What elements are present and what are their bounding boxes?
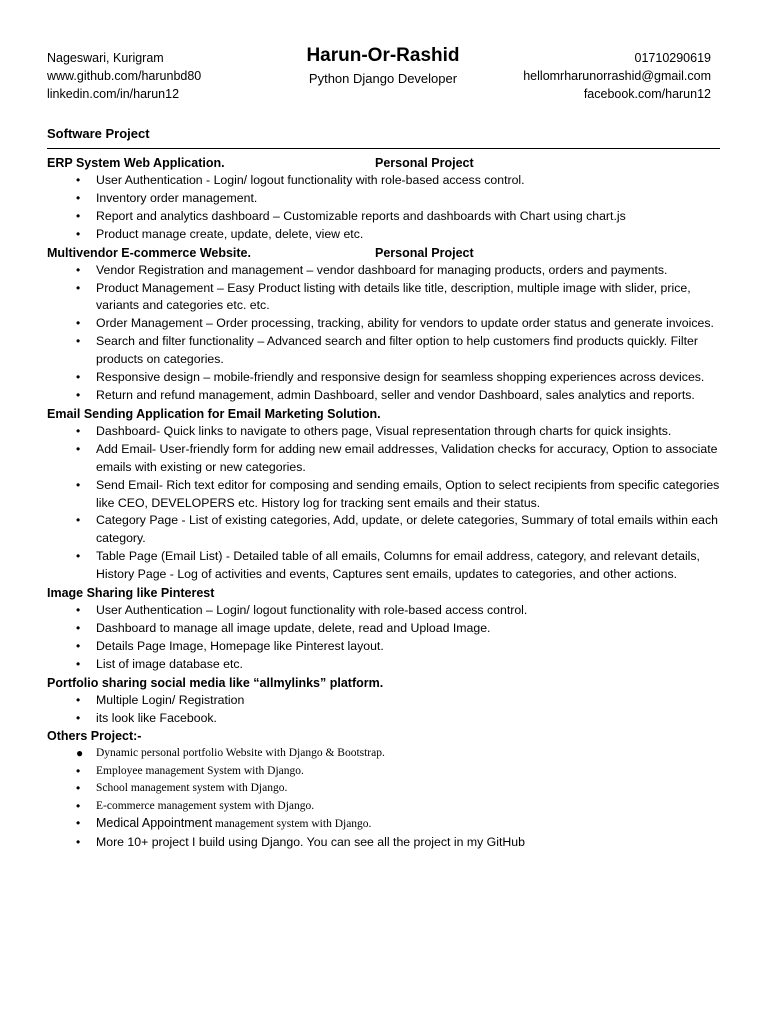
list-item: • Product Management – Easy Product listing with details like title, description, multiple image with slider, price, variants and categories etc. etc. [76,280,691,313]
project-heading [47,405,727,423]
bullet-icon: • [76,173,81,187]
list-item: • Report and analytics dashboard – Customizable reports and dashboards with Chart using chart.js [47,208,727,226]
list-item: • Dashboard- Quick links to navigate to others page, Visual representation through charts for quick insights. [47,423,727,441]
list-item: • Table Page (Email List) - Detailed table of all emails, Columns for email address, category, and relevant details, History Page - Log of activities and events, Captures sent emails, updates to categories, and other actions. [76,549,700,582]
project-item-list [47,172,727,244]
project-tag: Personal Project [375,156,474,170]
list-item: • Add Email- User-friendly form for adding new email addresses, Validation checks for accuracy, Option to associate emails with existing or new categories. [76,441,718,474]
list-item: • Send Email- Rich text editor for composing and sending emails, Option to select recipients from specific categories like CEO, DEVELOPERS etc. History log for tracking sent emails and their status. [76,477,720,510]
bullet-icon: • [76,316,81,331]
project-item-list [47,692,727,728]
list-item: • School management system with Django. [47,780,727,797]
bullet-icon: • [76,781,81,796]
header-identity [283,44,483,89]
list-item: • List of image database etc. [47,656,727,674]
list-item: • Search and filter functionality – Advanced search and filter option to help customers find products quickly. Filter products on categories. [76,334,698,367]
bullet-icon: • [76,603,81,618]
bullet-icon: • [76,549,81,564]
bullet-icon: • [76,620,81,635]
projects-content [47,154,727,851]
bullet-icon: • [76,798,81,813]
list-item: • More 10+ project I build using Django. You can see all the project in my GitHub [47,834,727,851]
bullet-icon: • [76,816,81,831]
list-item: ● Dynamic personal portfolio Website with Django & Bootstrap. [47,745,727,762]
bullet-icon: • [76,441,81,456]
bullet-icon: ● [76,746,84,761]
bullet-icon: • [76,477,81,492]
list-item: • its look like Facebook. [47,710,727,728]
facebook-link[interactable]: facebook.com/harun12 [583,87,711,101]
section-divider [47,148,720,149]
others-item-list [47,745,727,850]
project-title: Image Sharing like Pinterest [47,586,215,601]
bullet-icon: • [76,638,81,653]
list-item: • Multiple Login/ Registration [47,692,727,710]
list-item: • Medical Appointment management system with Django. [47,815,727,833]
list-item: • Vendor Registration and management – vendor dashboard for managing products, orders and payments. [47,262,727,280]
bullet-icon: • [76,423,81,438]
list-item: • Order Management – Order processing, tracking, ability for vendors to update order status and generate invoices. [47,315,727,333]
list-item: • Category Page - List of existing categories, Add, update, or delete categories, Summary of total emails within each category. [76,513,719,546]
list-item: • Product manage create, update, delete, view etc. [47,226,727,244]
bullet-icon: • [76,280,81,295]
header-contact-right [523,49,711,103]
header-contact-left [47,49,201,103]
list-item: • Inventory order management. [47,190,727,208]
bullet-icon: • [76,334,81,349]
project-heading [47,727,727,745]
project-title: Email Sending Application for Email Marketing Solution. [47,406,381,421]
bullet-icon: • [76,190,81,205]
project-tag: Personal Project [375,245,474,260]
list-item: • User Authentication - Login/ logout functionality with role-based access control. [47,172,727,190]
bullet-icon: • [76,370,81,385]
bullet-icon: • [76,387,81,402]
linkedin-link[interactable]: linkedin.com/in/harun12 [47,87,180,101]
location-text: Nageswari, Kurigram [47,51,164,65]
project-item-list [47,602,727,674]
project-item-list [47,423,727,584]
bullet-icon: • [76,834,81,849]
list-item: • E-commerce management system with Django. [47,798,727,815]
list-item: • Return and refund management, admin Dashboard, seller and vendor Dashboard, sales analytics and reports. [47,387,727,405]
list-item: • User Authentication – Login/ logout functionality with role-based access control. [47,602,727,620]
project-heading [47,674,727,692]
list-item: • Employee management System with Django. [47,763,727,780]
project-title: Others Project:- [47,729,142,744]
bullet-icon: • [76,692,81,707]
phone-text: 01710290619 [634,51,711,65]
section-title: Software Project [47,126,150,141]
email-link[interactable]: hellomrharunorrashid@gmail.com [523,69,711,83]
bullet-icon: • [76,208,81,223]
bullet-icon: • [76,656,81,671]
project-title: Multivendor E-commerce Website. [47,245,251,260]
project-item-list [47,262,727,405]
bullet-icon: • [76,262,81,277]
github-link[interactable]: www.github.com/harunbd80 [47,69,202,83]
person-name: Harun-Or-Rashid [306,45,460,66]
list-item: • Details Page Image, Homepage like Pinterest layout. [47,638,727,656]
project-title: Portfolio sharing social media like “allmylinks” platform. [47,675,384,690]
project-heading [47,244,727,262]
list-item: • Dashboard to manage all image update, delete, read and Upload Image. [47,620,727,638]
project-heading [47,584,727,602]
bullet-icon: • [76,763,81,778]
project-heading [47,154,727,172]
bullet-icon: • [76,710,81,725]
job-title: Python Django Developer [308,71,458,86]
project-title: ERP System Web Application. [47,156,225,170]
bullet-icon: • [76,513,81,528]
list-item: • Responsive design – mobile-friendly and responsive design for seamless shopping experiences across devices. [47,369,727,387]
bullet-icon: • [76,226,81,241]
